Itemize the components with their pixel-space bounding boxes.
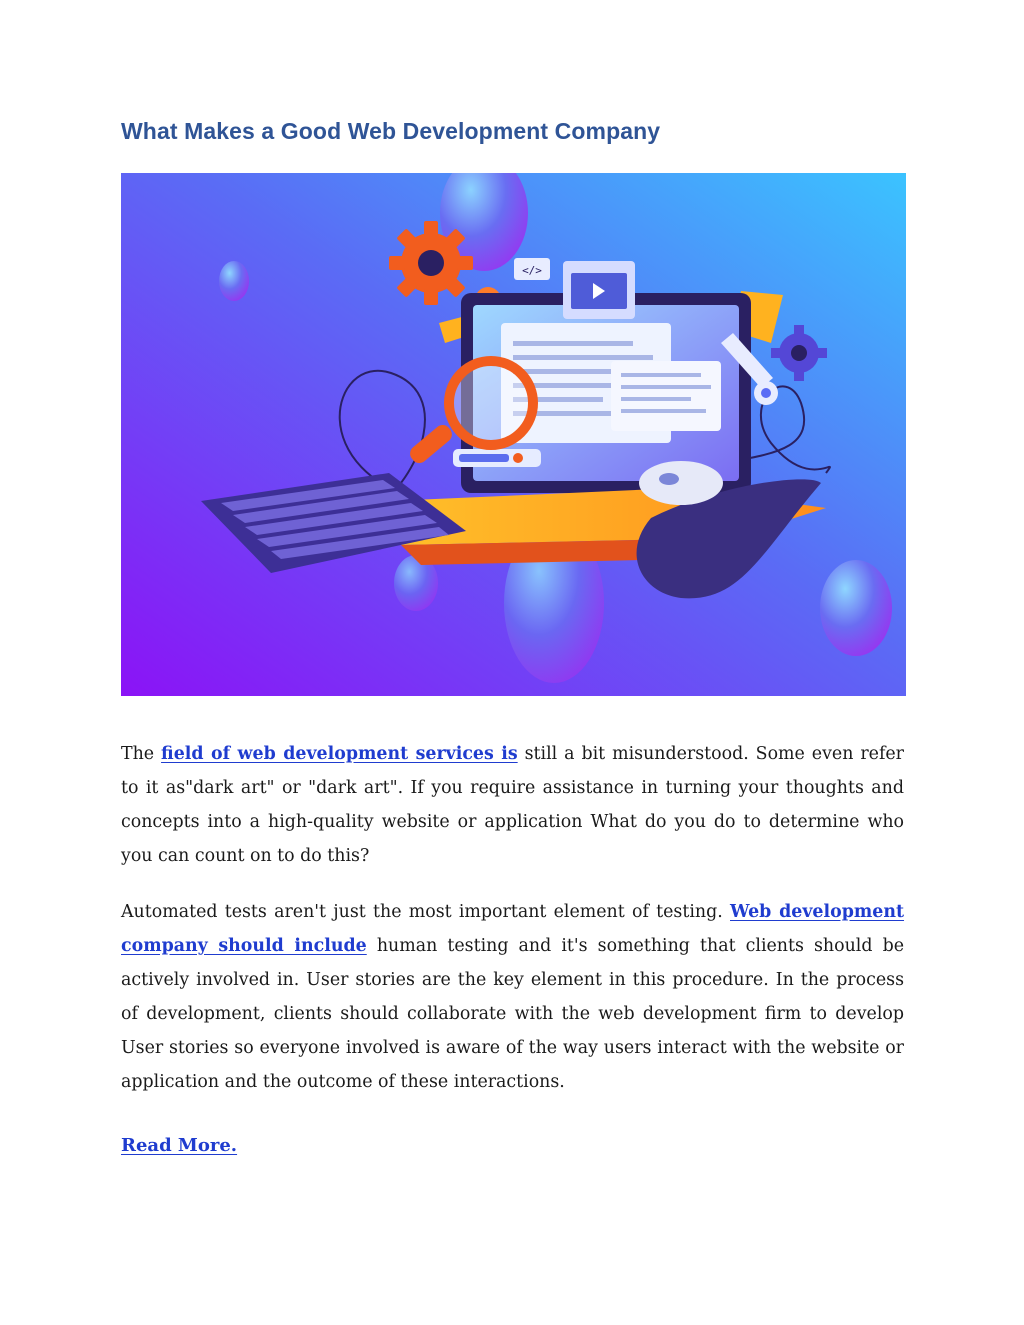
- web-development-company-link[interactable]: Web development company should include: [121, 902, 905, 956]
- hero-illustration: [121, 173, 906, 696]
- article-body: [121, 737, 904, 1156]
- svg-text:</>: </>: [522, 264, 542, 277]
- paragraph-intro-lead: The: [121, 744, 162, 764]
- read-more-link[interactable]: Read More.: [121, 1135, 238, 1156]
- paragraph-intro-rest: still a bit misunderstood. Some even refer to it as"dark art" or "dark art". If you require assistance in turning your thoughts and concepts into a high-quality website or application What do you do to determine who you can count on to do this?: [121, 744, 904, 866]
- paragraph-testing-lead: Automated tests aren't just the most important element of testing.: [121, 902, 730, 922]
- paragraph-testing: [121, 895, 904, 1099]
- page-title: What Makes a Good Web Development Company: [121, 118, 661, 144]
- paragraph-testing-rest: human testing and it's something that clients should be actively involved in. User stories are the key element in this procedure. In the process of development, clients should collaborate with the web development firm to develop User stories so everyone involved is aware of the way users interact with the website or application and the outcome of these interactions.: [121, 936, 904, 1092]
- web-development-services-link[interactable]: field of web development services is: [161, 744, 518, 764]
- paragraph-intro: [121, 737, 904, 873]
